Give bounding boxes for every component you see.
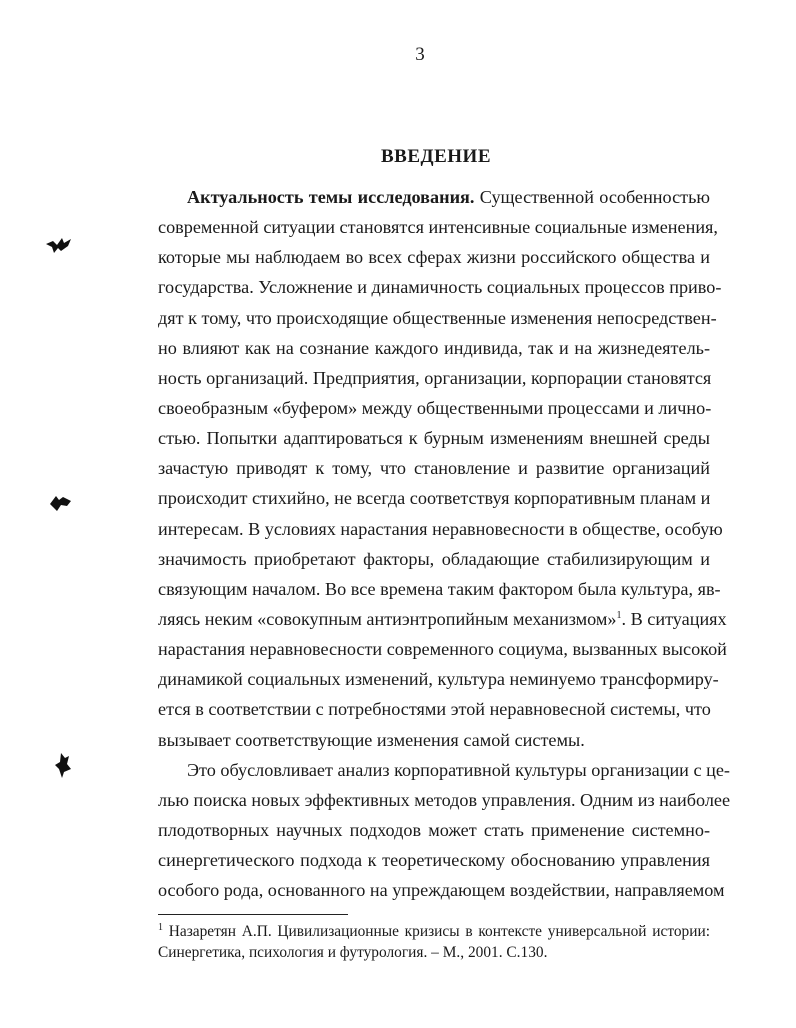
- footnote-line: $^1$ Назаретян А.П. Цивилизационные кризисы в контексте универсальной истории:: [158, 921, 710, 940]
- footnote: [158, 921, 710, 963]
- footnote-marker: 1: [158, 921, 163, 933]
- text-line: ность организаций. Предприятия, организации, корпорации становятся: [158, 367, 712, 388]
- scan-mark-icon: [44, 232, 74, 262]
- text-line: которые мы наблюдаем во всех сферах жизни российского общества и: [158, 247, 710, 268]
- text-line: происходит стихийно, не всегда соответствуя корпоративным планам и: [158, 488, 711, 509]
- footnote-line: Синергетика, психология и футурология. – М., 2001. С.130.: [158, 944, 548, 961]
- text-line: значимость приобретают факторы, обладающие стабилизирующим и: [158, 548, 710, 569]
- text-line: динамикой социальных изменений, культура неминуемо трансформиру-: [158, 669, 719, 690]
- text-line: плодотворных научных подходов может стать применение системно-: [158, 819, 710, 840]
- text-line: лью поиска новых эффективных методов управления. Одним из наиболее: [158, 789, 731, 810]
- text-line: синергетического подхода к теоретическому обоснованию управления: [158, 850, 710, 871]
- text-line: стью. Попытки адаптироваться к бурным изменениям внешней среды: [158, 428, 710, 449]
- text-line: ляясь неким «совокупным антиэнтропийным механизмом»$^1$. В ситуациях: [158, 608, 727, 629]
- section-heading: ВВЕДЕНИЕ: [381, 146, 491, 167]
- text-line: но влияют как на сознание каждого индивида, так и на жизнедеятель-: [158, 337, 710, 358]
- text-line: ется в соответствии с потребностями этой неравновесной системы, что: [158, 699, 711, 720]
- scan-mark-icon: [50, 750, 80, 780]
- text-line: нарастания неравновесности современного социума, вызванных высокой: [158, 639, 727, 660]
- body-text: [158, 182, 731, 905]
- text-line: своеобразным «буфером» между общественными процессами и лично-: [158, 397, 712, 418]
- text-line: государства. Усложнение и динамичность социальных процессов приво-: [158, 277, 722, 298]
- text-line: связующим началом. Во все времена таким фактором была культура, яв-: [158, 578, 721, 599]
- text-line: интересам. В условиях нарастания неравновесности в обществе, особую: [158, 518, 723, 539]
- text-line: зачастую приводят к тому, что становление и развитие организаций: [158, 458, 710, 479]
- text-line: современной ситуации становятся интенсивные социальные изменения,: [158, 217, 718, 238]
- scan-mark-icon: [46, 488, 76, 518]
- text-line: особого рода, основанного на упреждающем воздействии, направляемом: [158, 880, 725, 901]
- footnote-reference[interactable]: 1: [616, 609, 622, 621]
- page-number: 3: [415, 44, 425, 65]
- footnote-divider: [158, 914, 348, 915]
- text-line: Это обусловливает анализ корпоративной культуры организации с це-: [187, 759, 730, 780]
- text-line: вызывает соответствующие изменения самой системы.: [158, 729, 585, 750]
- text-line: Актуальность темы исследования. Существенной особенностью: [187, 187, 710, 207]
- lead-bold-text: Актуальность темы исследования.: [187, 187, 475, 207]
- text-line: дят к тому, что происходящие общественные изменения непосредствен-: [158, 307, 717, 328]
